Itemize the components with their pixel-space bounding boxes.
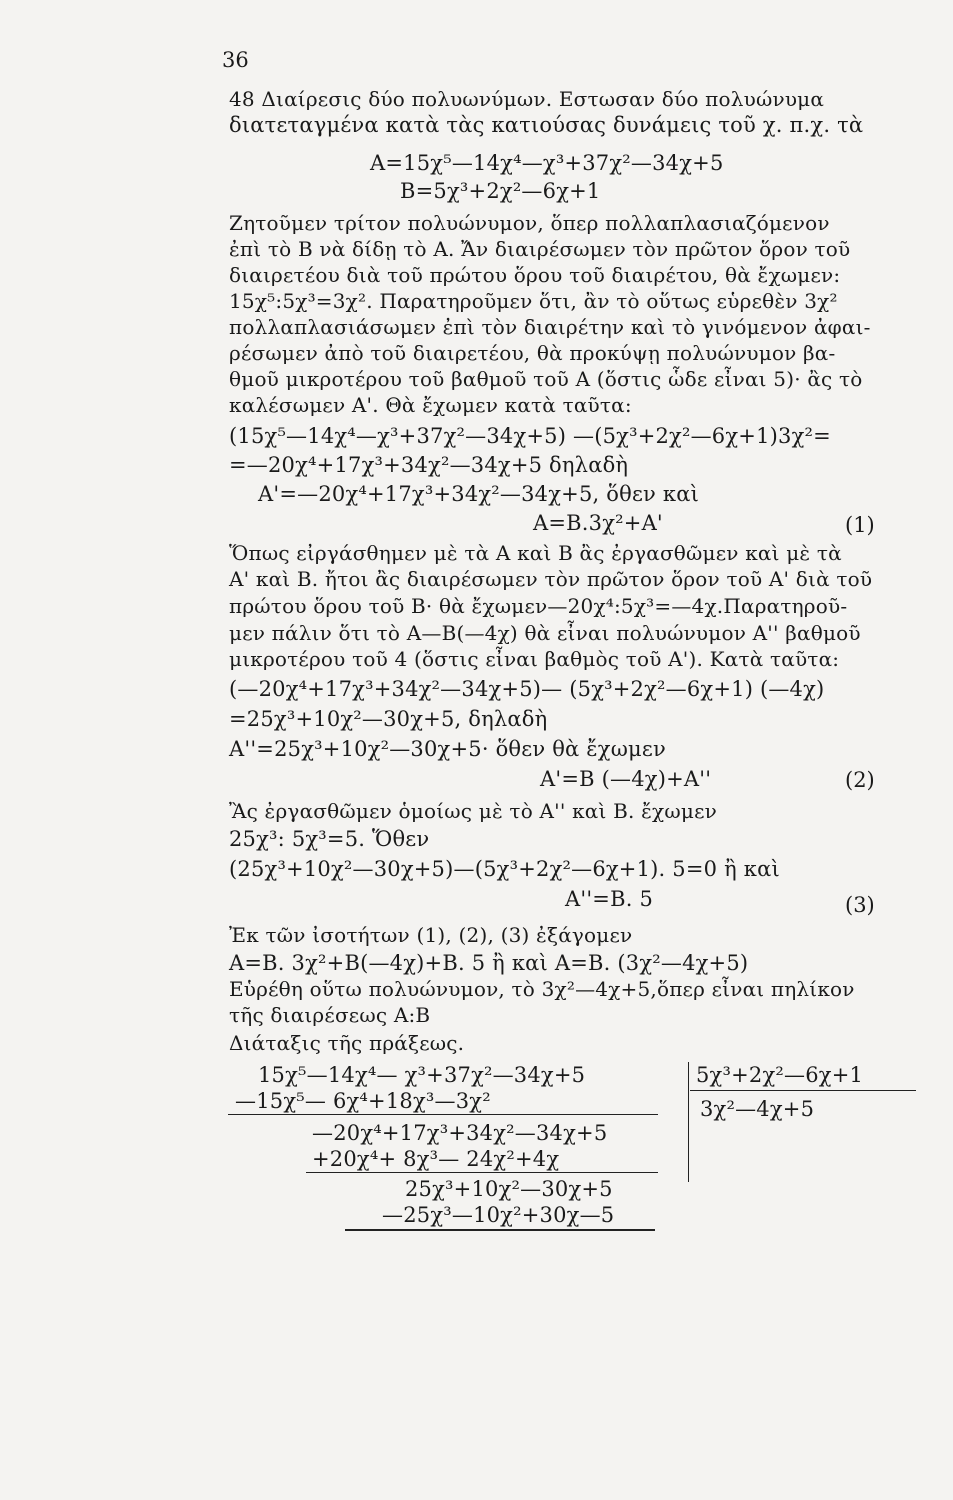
equation-line: Α''=25χ³+10χ²—30χ+5· ὅθεν θὰ ἔχωμεν <box>229 737 666 761</box>
text-line: διαιρετέου διὰ τοῦ πρώτου ὅρου τοῦ διαιρέτου, θὰ ἔχωμεν: <box>229 263 841 287</box>
text-line: μικροτέρου τοῦ 4 (ὅστις εἶναι βαθμὸς τοῦ Α'). Κατὰ ταῦτα: <box>229 647 840 671</box>
equation-line: Α=Β.3χ²+Α' <box>533 511 663 535</box>
division-rule <box>345 1229 655 1231</box>
text-line: ἐπὶ τὸ Β νὰ δίδῃ τὸ Α. Ἄν διαιρέσωμεν τὸν πρῶτον ὅρον τοῦ <box>229 237 851 261</box>
equation-line: Α=15χ⁵—14χ⁴—χ³+37χ²—34χ+5 <box>370 151 724 175</box>
equation-line: Α=Β. 3χ²+Β(—4χ)+Β. 5 ἢ καὶ Α=Β. (3χ²—4χ+5) <box>229 951 749 975</box>
equation-number-1: (1) <box>845 513 875 537</box>
equation-line: Α''=Β. 5 <box>565 887 654 911</box>
equation-line: Α'=—20χ⁴+17χ³+34χ²—34χ+5, ὅθεν καὶ <box>258 482 700 506</box>
text-line: μεν πάλιν ὅτι τὸ Α—Β(—4χ) θὰ εἶναι πολυώνυμον Α'' βαθμοῦ <box>229 621 861 645</box>
equation-line: 25χ³: 5χ³=5. Ὅθεν <box>229 827 430 851</box>
text-line: καλέσωμεν Α'. Θὰ ἔχωμεν κατὰ ταῦτα: <box>229 393 632 417</box>
equation-line: =25χ³+10χ²—30χ+5, δηλαδὴ <box>229 707 548 731</box>
text-line: πρώτου ὅρου τοῦ Β· θὰ ἔχωμεν—20χ⁴:5χ³=—4χ.Παρατηροῦ- <box>229 594 848 618</box>
equation-line: =—20χ⁴+17χ³+34χ²—34χ+5 δηλαδὴ <box>229 453 629 477</box>
equation-number-3: (3) <box>845 893 875 917</box>
division-step1-subtrahend: —15χ⁵— 6χ⁴+18χ³—3χ² <box>235 1089 491 1113</box>
division-quotient: 3χ²—4χ+5 <box>700 1097 815 1121</box>
equation-line: (—20χ⁴+17χ³+34χ²—34χ+5)— (5χ³+2χ²—6χ+1) (—4χ) <box>229 677 825 701</box>
text-line: θμοῦ μικροτέρου τοῦ βαθμοῦ τοῦ Α (ὅστις ὧδε εἶναι 5)· ἂς τὸ <box>229 367 863 391</box>
division-vertical-rule <box>688 1062 689 1182</box>
division-rule <box>228 1114 658 1115</box>
text-line: πολλαπλασιάσωμεν ἐπὶ τὸν διαιρέτην καὶ τὸ γινόμενον ἀφαι- <box>229 315 871 339</box>
text-line: Εὑρέθη οὕτω πολυώνυμον, τὸ 3χ²—4χ+5,ὅπερ εἶναι πηλίκον <box>229 977 855 1001</box>
division-remainder-2: 25χ³+10χ²—30χ+5 <box>405 1177 613 1201</box>
text-line: Ἂς ἐργασθῶμεν ὁμοίως μὲ τὸ Α'' καὶ Β. ἔχωμεν <box>229 799 717 823</box>
division-divisor: 5χ³+2χ²—6χ+1 <box>696 1063 864 1087</box>
division-dividend: 15χ⁵—14χ⁴— χ³+37χ²—34χ+5 <box>258 1063 586 1087</box>
text-line: Ἐκ τῶν ἰσοτήτων (1), (2), (3) ἐξάγομεν <box>229 923 633 947</box>
division-rule <box>306 1172 658 1173</box>
division-quotient-rule <box>690 1090 916 1091</box>
division-step3-subtrahend: —25χ³—10χ²+30χ—5 <box>382 1203 615 1227</box>
division-remainder-1: —20χ⁴+17χ³+34χ²—34χ+5 <box>312 1121 608 1145</box>
equation-line: Α'=Β (—4χ)+Α'' <box>540 767 712 791</box>
text-line: Α' καὶ Β. ἤτοι ἂς διαιρέσωμεν τὸν πρῶτον ὅρον τοῦ Α' διὰ τοῦ <box>229 567 873 591</box>
equation-line: Β=5χ³+2χ²—6χ+1 <box>400 179 601 203</box>
page-number: 36 <box>222 48 249 72</box>
text-line: 48 Διαίρεσις δύο πολυωνύμων. Εστωσαν δύο πολυώνυμα <box>229 87 825 111</box>
text-line: Ὅπως εἰργάσθημεν μὲ τὰ Α καὶ Β ἂς ἐργασθῶμεν καὶ μὲ τὰ <box>229 541 842 565</box>
text-line: 15χ⁵:5χ³=3χ². Παρατηροῦμεν ὅτι, ἂν τὸ οὕτως εὑρεθὲν 3χ² <box>229 289 838 313</box>
text-line: Ζητοῦμεν τρίτον πολυώνυμον, ὅπερ πολλαπλασιαζόμενον <box>229 211 830 235</box>
text-line: τῆς διαιρέσεως Α:Β <box>229 1003 431 1027</box>
division-step2-subtrahend: +20χ⁴+ 8χ³— 24χ²+4χ <box>312 1147 560 1171</box>
text-line: ρέσωμεν ἀπὸ τοῦ διαιρετέου, θὰ προκύψῃ πολυώνυμον βα- <box>229 341 836 365</box>
equation-number-2: (2) <box>845 768 875 792</box>
equation-line: (15χ⁵—14χ⁴—χ³+37χ²—34χ+5) —(5χ³+2χ²—6χ+1)3χ²= <box>229 424 831 448</box>
text-line: Διάταξις τῆς πράξεως. <box>229 1031 465 1055</box>
text-line: διατεταγμένα κατὰ τὰς κατιούσας δυνάμεις τοῦ χ. π.χ. τὰ <box>229 113 864 137</box>
equation-line: (25χ³+10χ²—30χ+5)—(5χ³+2χ²—6χ+1). 5=0 ἢ καὶ <box>229 857 780 881</box>
